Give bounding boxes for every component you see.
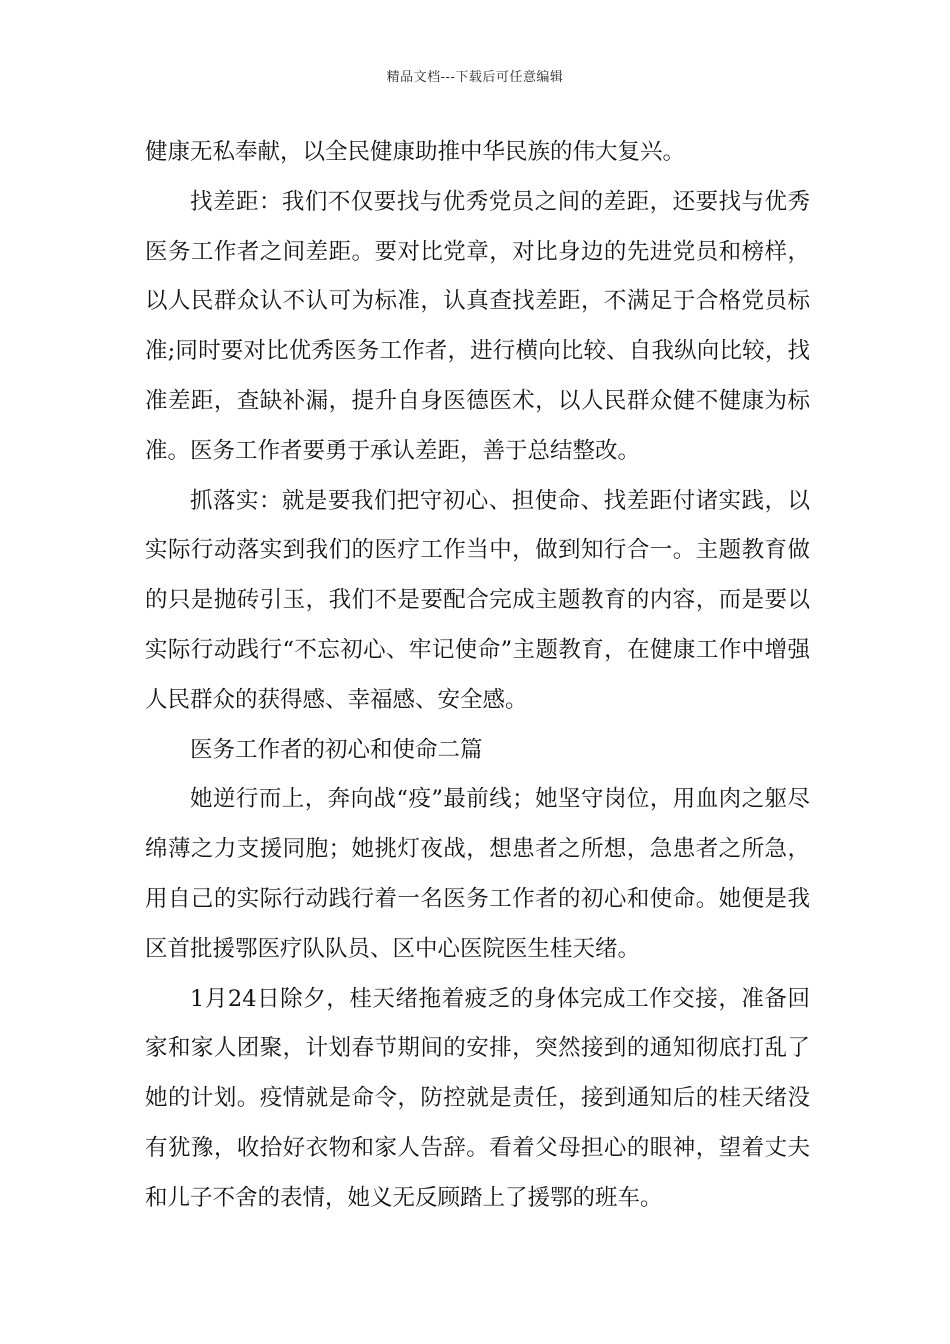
paragraph-find-gaps: 找差距：我们不仅要找与优秀党员之间的差距，还要找与优秀医务工作者之间差距。要对比党章，对比身边的先进党员和榜样，以人民群众认不认可为标准，认真查找差距，不满足于合格党员标准;同时要对比优秀医务工作者，进行横向比较、自我纵向比较，找准差距，查缺补漏，提升自身医德医术，以人民群众健不健康为标准。医务工作者要勇于承认差距，善于总结整改。 <box>145 188 810 464</box>
paragraph-implementation: 抓落实：就是要我们把守初心、担使命、找差距付诸实践，以实际行动落实到我们的医疗工作当中，做到知行合一。主题教育做的只是抛砖引玉，我们不是要配合完成主题教育的内容，而是要以实际行动践行“不忘初心、牢记使命”主题教育，在健康工作中增强人民群众的获得感、幸福感、安全感。 <box>145 487 810 713</box>
section-heading: 医务工作者的初心和使命二篇 <box>190 736 483 763</box>
page-header: 精品文档---下载后可任意编辑 <box>386 70 564 85</box>
paragraph-story-detail: 1月24日除夕，桂天绪拖着疲乏的身体完成工作交接，准备回家和家人团聚，计划春节期间的安排，突然接到的通知彻底打乱了她的计划。疫情就是命令，防控就是责任，接到通知后的桂天绪没有犹豫，收拾好衣物和家人告辞。看着父母担心的眼神，望着丈夫和儿子不舍的表情，她义无反顾踏上了援鄂的班车。 <box>145 985 810 1211</box>
document-body <box>145 128 810 1224</box>
paragraph-story-intro: 她逆行而上，奔向战“疫”最前线；她坚守岗位，用血肉之躯尽绵薄之力支援同胞；她挑灯夜战，想患者之所想，急患者之所急，用自己的实际行动践行着一名医务工作者的初心和使命。她便是我区首批援鄂医疗队队员、区中心医院医生桂天绪。 <box>145 786 810 962</box>
paragraph-intro-continuation: 健康无私奉献，以全民健康助推中华民族的伟大复兴。 <box>145 139 686 165</box>
